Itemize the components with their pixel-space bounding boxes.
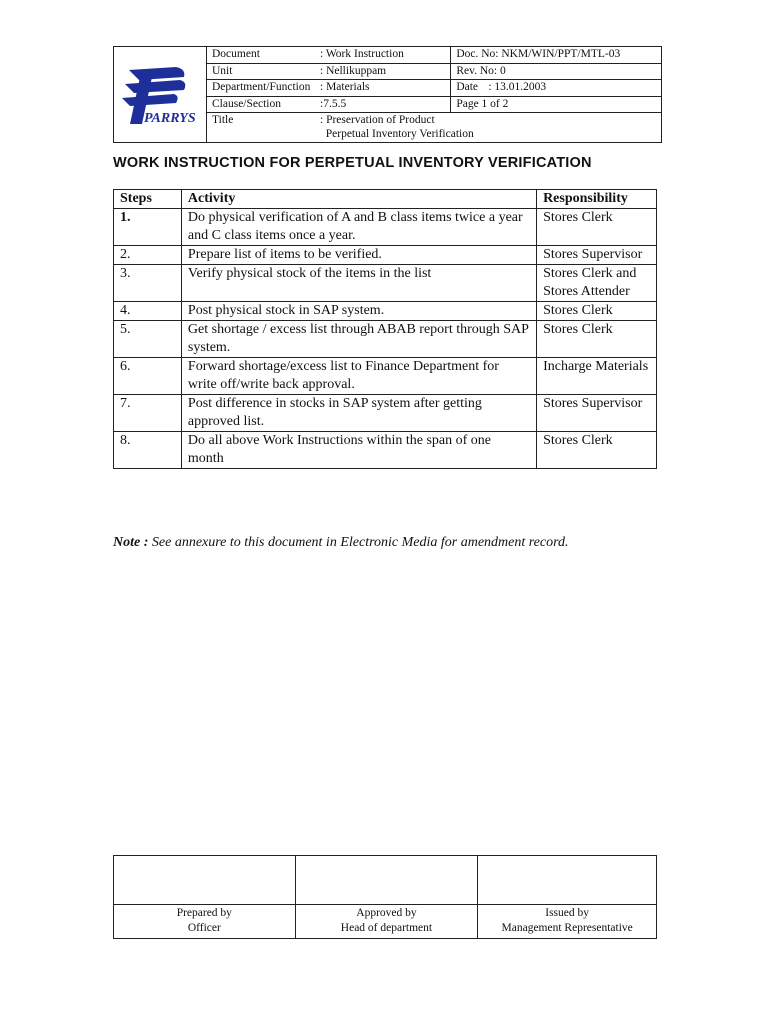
step-number: 4.	[114, 302, 182, 321]
step-responsibility: Stores Clerk	[537, 432, 657, 469]
company-logo-cell	[114, 47, 207, 143]
step-responsibility: Stores Clerk and Stores Attender	[537, 265, 657, 302]
table-row	[114, 265, 657, 302]
step-number: 7.	[114, 395, 182, 432]
table-row	[114, 321, 657, 358]
step-number: 2.	[114, 246, 182, 265]
table-row	[114, 432, 657, 469]
step-activity: Get shortage / excess list through ABAB report through SAP system.	[181, 321, 536, 358]
logo-text: PARRYS	[144, 111, 196, 126]
approved-by-label: Approved by Head of department	[295, 905, 478, 939]
step-responsibility: Stores Supervisor	[537, 246, 657, 265]
step-responsibility: Stores Supervisor	[537, 395, 657, 432]
step-number: 1.	[114, 209, 182, 246]
steps-table	[113, 189, 657, 469]
step-responsibility: Stores Clerk	[537, 209, 657, 246]
signature-block	[113, 855, 657, 939]
issued-by-label: Issued by Management Representative	[478, 905, 657, 939]
header-clause-cell: Clause/Section :7.5.5	[207, 96, 451, 113]
step-activity: Verify physical stock of the items in the list	[181, 265, 536, 302]
step-number: 6.	[114, 358, 182, 395]
table-row	[114, 209, 657, 246]
step-number: 8.	[114, 432, 182, 469]
step-number: 3.	[114, 265, 182, 302]
document-header	[113, 46, 662, 143]
table-row	[114, 395, 657, 432]
note-text: See annexure to this document in Electronic Media for amendment record.	[151, 535, 569, 550]
table-row	[114, 358, 657, 395]
column-header-responsibility: Responsibility	[537, 190, 657, 209]
signature-space-issued	[478, 856, 657, 905]
step-activity: Forward shortage/excess list to Finance Department for write off/write back approval.	[181, 358, 536, 395]
step-activity: Do physical verification of A and B class items twice a year and C class items once a year.	[181, 209, 536, 246]
note-label: Note :	[113, 535, 149, 550]
step-activity: Post difference in stocks in SAP system after getting approved list.	[181, 395, 536, 432]
header-department-cell: Department/Function : Materials	[207, 80, 451, 97]
step-responsibility: Incharge Materials	[537, 358, 657, 395]
prepared-by-label: Prepared by Officer	[114, 905, 296, 939]
amendment-note	[113, 535, 569, 551]
step-responsibility: Stores Clerk	[537, 321, 657, 358]
header-unit-cell: Unit : Nellikuppam	[207, 63, 451, 80]
header-date-cell: Date : 13.01.2003	[451, 80, 662, 97]
step-responsibility: Stores Clerk	[537, 302, 657, 321]
step-activity: Prepare list of items to be verified.	[181, 246, 536, 265]
header-rev-no-cell: Rev. No: 0	[451, 63, 662, 80]
signature-label-row	[114, 905, 657, 939]
step-activity: Do all above Work Instructions within the span of one month	[181, 432, 536, 469]
parrys-logo-icon	[114, 47, 206, 137]
signature-space-row	[114, 856, 657, 905]
header-page-cell: Page 1 of 2	[451, 96, 662, 113]
table-row	[114, 246, 657, 265]
page-heading: WORK INSTRUCTION FOR PERPETUAL INVENTORY VERIFICATION	[113, 155, 592, 171]
column-header-activity: Activity	[181, 190, 536, 209]
header-document-cell: Document : Work Instruction	[207, 47, 451, 64]
header-doc-no-cell: Doc. No: NKM/WIN/PPT/MTL-03	[451, 47, 662, 64]
signature-space-approved	[295, 856, 478, 905]
signature-space-prepared	[114, 856, 296, 905]
step-number: 5.	[114, 321, 182, 358]
header-title-cell: Title : Preservation of Product Perpetual Inventory Verification	[207, 113, 662, 143]
step-activity: Post physical stock in SAP system.	[181, 302, 536, 321]
table-header-row	[114, 190, 657, 209]
column-header-steps: Steps	[114, 190, 182, 209]
table-row	[114, 302, 657, 321]
